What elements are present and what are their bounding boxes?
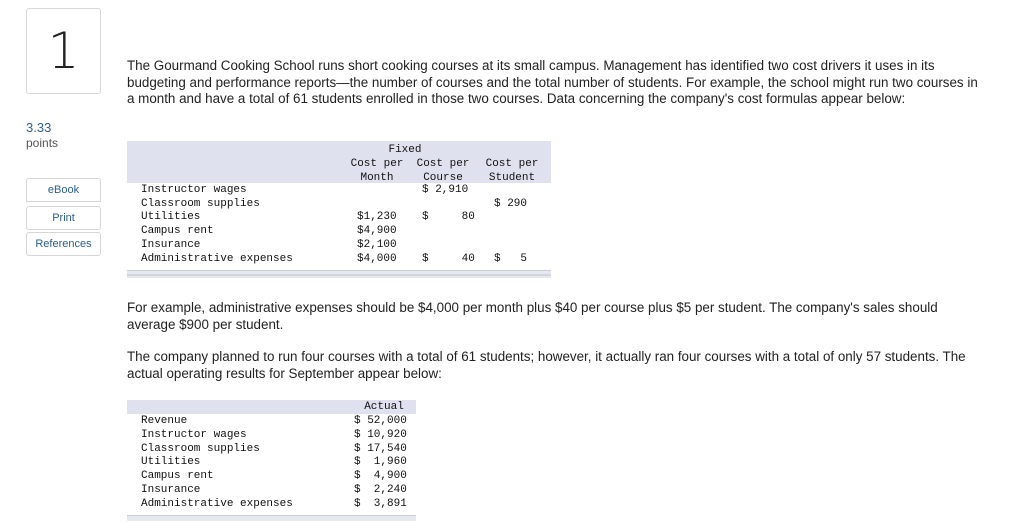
question-number-box	[26, 8, 101, 94]
header-cost-per-student: Cost per Student	[485, 158, 539, 184]
cost-row-course: $ 80	[422, 211, 475, 223]
cost-row-label: Utilities	[141, 211, 201, 223]
header-fixed: Fixed	[388, 144, 422, 156]
points-label: points	[26, 136, 59, 150]
header-cost-per-course: Cost per Course	[416, 158, 470, 184]
cost-row-label: Insurance	[141, 239, 201, 251]
example-paragraph: For example, administrative expenses should be $4,000 per month plus $40 per course plus $5 per student. The company's sales should average $900 per student.	[127, 300, 938, 332]
cost-table-scrollbar[interactable]	[127, 270, 551, 278]
ebook-button[interactable]: eBook	[26, 178, 101, 202]
actual-row-label: Revenue	[141, 415, 188, 427]
header-cost-per-month: Cost per Month	[350, 158, 404, 184]
actual-row-value: $ 3,891	[354, 498, 407, 510]
print-button[interactable]: Print	[26, 206, 101, 230]
cost-row-label: Classroom supplies	[141, 198, 260, 210]
cost-row-fixed: $4,000	[357, 253, 397, 265]
cost-row-student: $ 290	[494, 198, 528, 210]
cost-row-label: Administrative expenses	[141, 253, 293, 265]
actual-row-value: $ 10,920	[354, 429, 407, 441]
actual-row-label: Administrative expenses	[141, 498, 293, 510]
actual-table-scrollbar[interactable]	[127, 515, 416, 521]
actual-row-value: $ 4,900	[354, 470, 407, 482]
cost-row-course: $ 2,910	[422, 184, 469, 196]
actual-row-label: Insurance	[141, 484, 201, 496]
cost-row-fixed: $4,900	[357, 225, 397, 237]
actual-row-value: $ 52,000	[354, 415, 407, 427]
actual-row-label: Utilities	[141, 456, 201, 468]
actual-row-label: Campus rent	[141, 470, 214, 482]
actual-row-label: Instructor wages	[141, 429, 247, 441]
actual-row-value: $ 1,960	[354, 456, 407, 468]
references-button[interactable]: References	[26, 232, 101, 256]
question-number: 1	[47, 22, 80, 80]
actual-row-value: $ 2,240	[354, 484, 407, 496]
cost-row-course: $ 40	[422, 253, 475, 265]
header-actual: Actual	[364, 401, 404, 413]
cost-row-student: $ 5	[494, 253, 528, 265]
planned-paragraph: The company planned to run four courses with a total of 61 students; however, it actually ran four courses with a total of only 57 students. The actual operating results for September appear below:	[127, 349, 966, 381]
actual-row-label: Classroom supplies	[141, 443, 260, 455]
cost-row-label: Instructor wages	[141, 184, 247, 196]
cost-row-fixed: $2,100	[357, 239, 397, 251]
cost-row-fixed: $1,230	[357, 211, 397, 223]
intro-paragraph: The Gourmand Cooking School runs short cooking courses at its small campus. Management has identified two cost drivers it uses in its budgeting and performance reports—the number of courses and the total number of students. For example, the school might run two courses in a month and have a total of 61 students enrolled in those two courses. Data concerning the company's cost formulas appear below:	[127, 58, 978, 107]
points-value: 3.33	[26, 120, 52, 135]
cost-row-label: Campus rent	[141, 225, 214, 237]
actual-row-value: $ 17,540	[354, 443, 407, 455]
